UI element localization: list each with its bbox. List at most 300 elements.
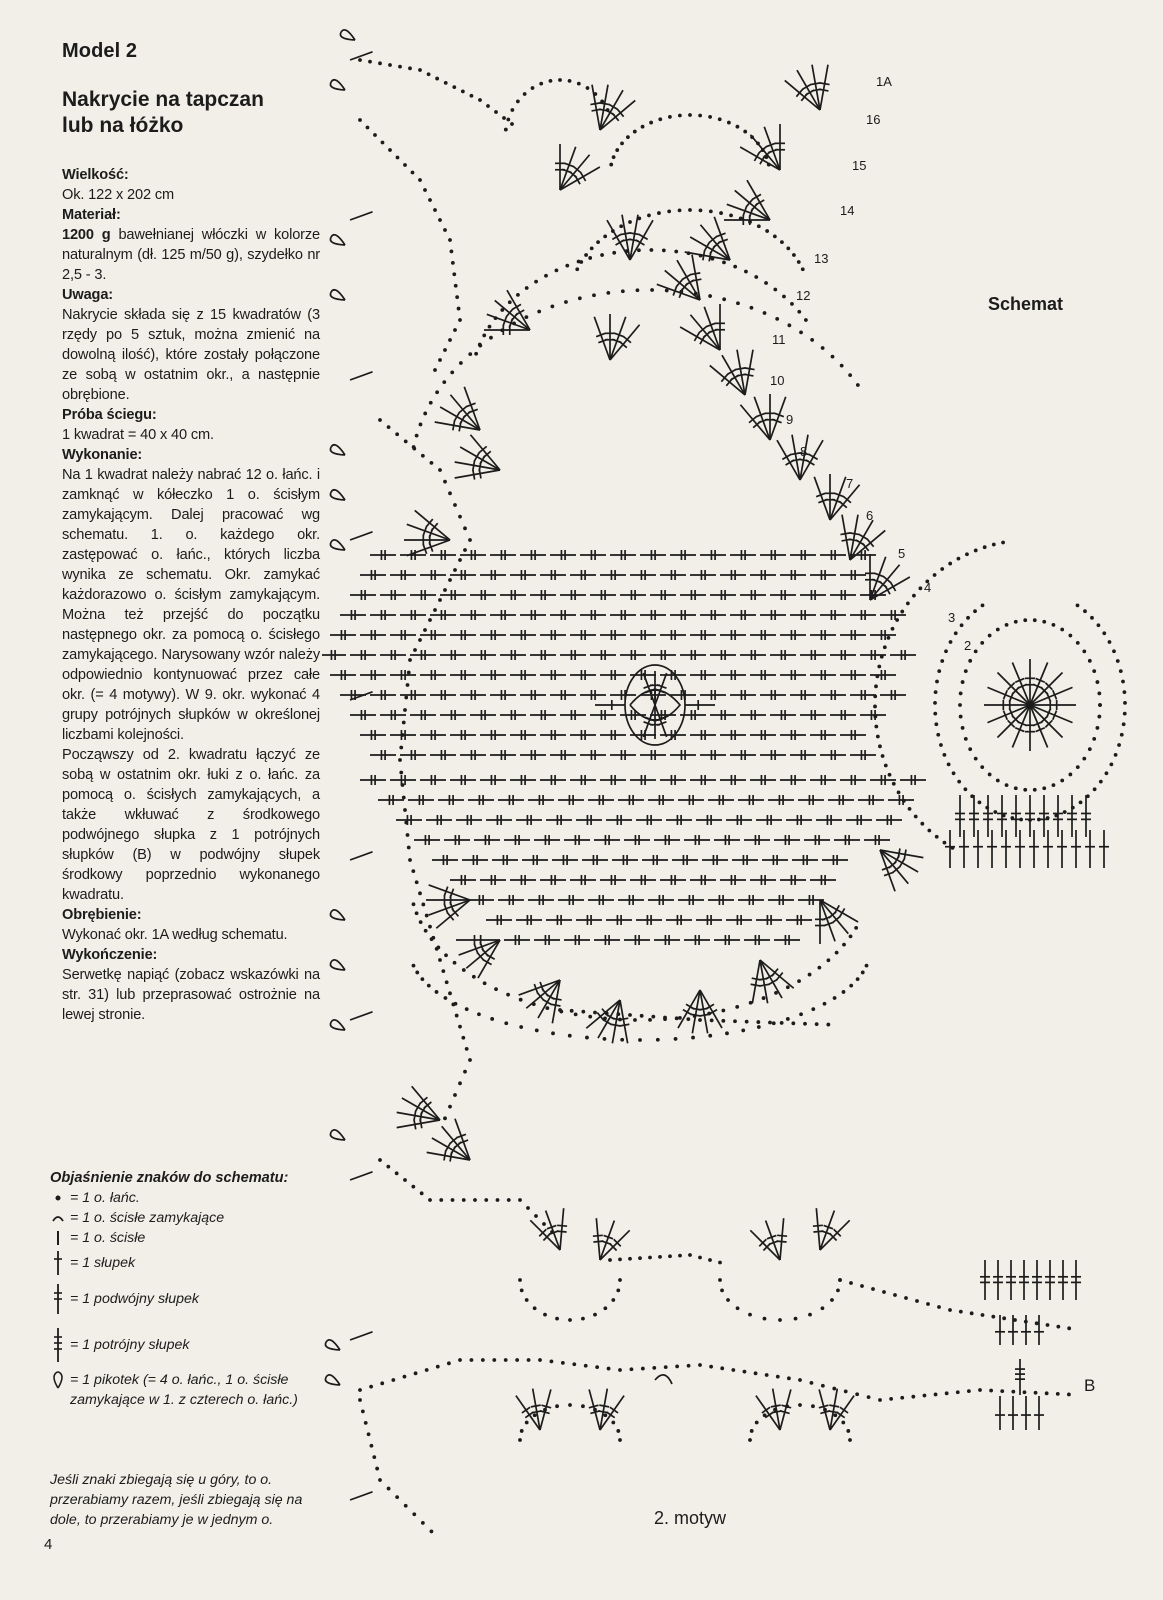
round-number-label: 12 <box>796 288 811 303</box>
legend-item-text: = 1 o. ścisłe <box>70 1230 146 1246</box>
chain-dot <box>504 1358 508 1362</box>
chain-dot <box>420 977 424 981</box>
round-number-label: 16 <box>866 112 881 127</box>
chain-dot <box>935 680 939 684</box>
material-description: bawełnianej włóczki w kolorze naturalnym (dł. 125 m/50 g), szydełko nr 2,5 - 3. <box>62 227 320 283</box>
chain-dot <box>934 690 938 694</box>
stitch-bar <box>473 460 475 470</box>
chain-dot <box>453 568 457 572</box>
stitch-bar <box>819 89 829 91</box>
picot-loop <box>340 30 355 40</box>
stitch-bar <box>762 1407 770 1413</box>
chain-dot <box>833 996 837 1000</box>
stitch-post <box>397 1120 440 1128</box>
stitch-post <box>350 692 373 700</box>
chain-dot <box>435 77 439 81</box>
stitch-bar <box>752 978 762 980</box>
chain-dot <box>534 280 538 284</box>
chain-dot <box>1076 641 1080 645</box>
chain-dot <box>1096 726 1100 730</box>
chain-dot <box>954 631 958 635</box>
chain-dot <box>887 636 891 640</box>
slip-stitch-icon <box>50 1208 66 1228</box>
chain-dot <box>926 1302 930 1306</box>
chain-dot <box>468 1058 472 1062</box>
chain-dot <box>918 586 922 590</box>
stitch-bar <box>859 534 868 539</box>
chain-dot <box>412 902 416 906</box>
chain-dot <box>403 1178 407 1182</box>
round-number-label: 6 <box>866 508 874 523</box>
chain-dot <box>803 1022 807 1026</box>
page-number: 4 <box>44 1536 53 1553</box>
chain-dot <box>989 1389 993 1393</box>
chain-dot <box>949 640 953 644</box>
chain-dot <box>618 1257 622 1261</box>
chain-dot <box>881 754 885 758</box>
chain-dot <box>710 1019 714 1023</box>
chain-dot <box>698 114 702 118</box>
round-number-label: 14 <box>840 203 855 218</box>
chain-dot <box>678 1016 682 1020</box>
stitch-bar <box>745 368 755 370</box>
chain-dot <box>961 680 965 684</box>
stitch-post <box>620 1000 628 1043</box>
chain-dot <box>555 1404 559 1408</box>
chain-dot <box>1096 680 1100 684</box>
stitch-bar <box>639 234 648 239</box>
chain-dot <box>568 79 572 83</box>
chain-dot <box>1014 786 1018 790</box>
chart-drawing <box>322 30 1127 1534</box>
chain-dot <box>427 72 431 76</box>
chain-dot <box>832 1387 836 1391</box>
chain-dot <box>912 594 916 598</box>
chart-title: Schemat <box>988 294 1064 314</box>
chain-dot <box>435 990 439 994</box>
chain-dot <box>750 306 754 310</box>
chain-dot <box>415 434 419 438</box>
chain-dot <box>461 90 465 94</box>
chain-dot <box>1000 1389 1004 1393</box>
stitch-bar <box>840 533 850 535</box>
chain-dot <box>792 253 796 257</box>
chain-dot <box>787 323 791 327</box>
chain-dot <box>603 234 607 238</box>
chain-dot <box>615 148 619 152</box>
chain-dot <box>470 94 474 98</box>
legend-item-text: = 1 pikotek (= 4 o. łańc., 1 o. ścisłe zamykające w 1. z czterech o. łańc.) <box>70 1372 298 1408</box>
chain-dot <box>1034 1391 1038 1395</box>
chain-dot <box>453 961 457 965</box>
stitch-post <box>780 1218 784 1260</box>
chain-dot <box>421 454 425 458</box>
chain-dot <box>436 945 440 949</box>
stitch-bar <box>900 858 905 867</box>
chain-dot <box>430 1530 434 1534</box>
stitch-post <box>754 397 770 440</box>
chain-dot <box>833 1413 837 1417</box>
chain-dot <box>787 1376 791 1380</box>
chain-dot <box>1046 1323 1050 1327</box>
chain-dot <box>808 973 812 977</box>
chain-dot <box>1102 631 1106 635</box>
chain-dot <box>443 480 447 484</box>
chain-dot <box>555 269 559 273</box>
chain-dot <box>1112 649 1116 653</box>
chain-dot <box>988 773 992 777</box>
chain-dot <box>463 1070 467 1074</box>
chain-dot <box>1033 788 1037 792</box>
chain-dot <box>403 808 407 812</box>
chain-dot <box>492 1358 496 1362</box>
chain-dot <box>612 251 616 255</box>
chain-dot <box>468 538 472 542</box>
chain-dot <box>763 311 767 315</box>
chain-dot <box>510 122 514 126</box>
chain-dot <box>438 358 442 362</box>
chain-dot <box>842 990 846 994</box>
chain-dot <box>693 1014 697 1018</box>
chain-dot <box>733 1019 737 1023</box>
stitch-bar <box>809 454 818 459</box>
chain-dot <box>532 1002 536 1006</box>
chain-dot <box>545 1006 549 1010</box>
stitch-post <box>350 1492 373 1500</box>
stitch-post <box>714 217 730 260</box>
chain-dot <box>855 1392 859 1396</box>
chain-dot <box>1033 618 1037 622</box>
chain-dot <box>542 1222 546 1226</box>
chain-dot <box>596 240 600 244</box>
chain-dot <box>445 980 449 984</box>
chain-dot <box>1116 659 1120 663</box>
stitch-post <box>455 470 500 478</box>
chain-dot <box>956 1390 960 1394</box>
chain-dot <box>367 1432 371 1436</box>
stitch-bar <box>607 1412 615 1418</box>
chain-dot <box>981 604 985 608</box>
chain-dot <box>965 552 969 556</box>
chain-dot <box>748 1438 752 1442</box>
chain-dot <box>444 81 448 85</box>
chain-dot <box>418 178 422 182</box>
chain-dot <box>380 1381 384 1385</box>
chain-dot <box>842 943 846 947</box>
stitch-bar <box>609 104 618 109</box>
chain-dot <box>411 1185 415 1189</box>
round-number-label: 2 <box>964 638 972 653</box>
chain-dot <box>707 1012 711 1016</box>
chain-dot <box>786 1017 790 1021</box>
stitch-bar <box>760 984 770 986</box>
legend-item <box>50 1228 320 1248</box>
chain-dot <box>535 1029 539 1033</box>
stitch-bar <box>474 452 479 461</box>
chain-dot <box>854 926 858 930</box>
chain-dot <box>745 1020 749 1024</box>
round-number-label: 7 <box>846 476 854 491</box>
chain-dot <box>861 971 865 975</box>
chain-dot <box>387 1487 391 1491</box>
chain-dot <box>423 628 427 632</box>
chain-dot <box>908 807 912 811</box>
chain-dot <box>448 238 452 242</box>
stitch-bar <box>777 1235 787 1236</box>
chain-dot <box>608 1258 612 1262</box>
chain-dot <box>708 294 712 298</box>
picot-loop <box>325 1340 340 1350</box>
chain-dot <box>448 578 452 582</box>
chain-dot <box>768 1021 772 1025</box>
chain-dot <box>786 246 790 250</box>
chain-dot <box>450 370 454 374</box>
chain-dot <box>948 1308 952 1312</box>
chain-dot <box>980 641 984 645</box>
chain-dot <box>937 1305 941 1309</box>
chain-dot <box>720 1288 724 1292</box>
chain-dot <box>1076 765 1080 769</box>
stitch-bar <box>735 368 745 370</box>
chain-dot <box>980 765 984 769</box>
chain-dot <box>581 1317 585 1321</box>
chain-dot <box>424 929 428 933</box>
chain-dot <box>1023 618 1027 622</box>
chain-dot <box>490 1017 494 1021</box>
stitch-bar <box>820 83 830 85</box>
chain-dot <box>798 1403 802 1407</box>
round-number-label: 1A <box>876 74 892 89</box>
stitch-bar <box>600 103 610 105</box>
chain-dot <box>603 1413 607 1417</box>
stitch-bar <box>768 980 777 985</box>
chain-dot <box>551 1031 555 1035</box>
stitch-post <box>487 314 530 330</box>
chain-dot <box>797 260 801 264</box>
chain-dot <box>1082 649 1086 653</box>
chain-dot <box>378 418 382 422</box>
picot-loop <box>325 1375 340 1385</box>
picot-loop <box>330 80 345 90</box>
chain-dot <box>438 958 442 962</box>
chain-dot <box>407 671 411 675</box>
chain-dot <box>657 211 661 215</box>
chain-dot <box>616 1012 620 1016</box>
stitch-bar <box>512 304 521 309</box>
legend-item-text: = 1 o. łańc. <box>70 1190 140 1206</box>
stitch-bar <box>744 374 754 376</box>
chain-dot <box>413 648 417 652</box>
chain-dot <box>1023 788 1027 792</box>
stitch-bar <box>754 152 759 161</box>
round-number-label: 13 <box>814 251 829 266</box>
chain-dot <box>874 684 878 688</box>
chain-dot <box>914 815 918 819</box>
crochet-chart <box>322 0 1163 1600</box>
chain-dot <box>678 1254 682 1258</box>
chain-dot <box>454 1002 458 1006</box>
chain-dot <box>836 1288 840 1292</box>
chain-dot <box>581 1404 585 1408</box>
chain-dot <box>651 1015 655 1019</box>
stitch-post <box>842 515 850 560</box>
chain-dot <box>526 1206 530 1210</box>
stitch-bar <box>620 1024 630 1026</box>
stitch-bar <box>557 1225 567 1226</box>
chain-dot <box>1056 1325 1060 1329</box>
chain-dot <box>1056 1392 1060 1396</box>
chain-dot <box>531 86 535 90</box>
chain-dot <box>419 920 423 924</box>
stitch-post <box>495 300 530 330</box>
chain-dot <box>544 274 548 278</box>
chain-dot <box>718 117 722 121</box>
chain-dot <box>398 65 402 69</box>
stitch-post <box>814 477 830 520</box>
chain-dot <box>688 113 692 117</box>
chain-dot <box>927 829 931 833</box>
chain-dot <box>1092 669 1096 673</box>
chain-dot <box>428 198 432 202</box>
chain-dot <box>750 1429 754 1433</box>
chain-dot <box>765 1373 769 1377</box>
stitch-post <box>735 190 770 220</box>
chain-dot <box>731 1368 735 1372</box>
chain-dot <box>1088 659 1092 663</box>
chain-dot <box>935 835 939 839</box>
chain-dot <box>873 705 877 709</box>
chain-dot <box>483 981 487 985</box>
chain-dot <box>790 302 794 306</box>
chain-dot <box>876 735 880 739</box>
chain-dot <box>1001 541 1005 545</box>
round-number-label: 9 <box>786 412 794 427</box>
edging-label: Obrębienie: <box>62 907 142 923</box>
chain-dot <box>773 234 777 238</box>
single-crochet-icon <box>50 1228 66 1248</box>
chain-dot <box>430 461 434 465</box>
legend-item <box>50 1248 320 1278</box>
chain-dot <box>831 355 835 359</box>
stitch-post <box>997 672 1030 705</box>
heading-line-2: lub na łóżko <box>62 114 184 137</box>
chain-dot <box>718 1261 722 1265</box>
chain-dot <box>444 953 448 957</box>
chain-dot <box>558 1008 562 1012</box>
chain-dot <box>481 1358 485 1362</box>
chain-dot <box>699 208 703 212</box>
chain-dot <box>453 503 457 507</box>
chain-dot <box>1068 634 1072 638</box>
chain-dot <box>488 325 492 329</box>
chain-dot <box>765 229 769 233</box>
chain-dot <box>412 445 416 449</box>
chain-dot <box>534 1214 538 1218</box>
chain-dot <box>537 310 541 314</box>
stitch-post <box>594 317 610 360</box>
chain-dot <box>458 318 462 322</box>
stitch-bar <box>813 1225 823 1226</box>
chain-dot <box>438 468 442 472</box>
chain-dot <box>575 267 579 271</box>
chain-dot <box>595 1365 599 1369</box>
chain-dot <box>516 293 520 297</box>
round-number-label: 3 <box>948 610 956 625</box>
stitch-post <box>830 485 860 520</box>
chain-dot <box>648 1018 652 1022</box>
chain-dot <box>435 390 439 394</box>
chain-dot <box>477 1012 481 1016</box>
legend-item <box>50 1188 320 1208</box>
picot-loop <box>330 960 345 970</box>
page-heading <box>62 87 320 139</box>
legend-item-text: = 1 słupek <box>70 1255 136 1271</box>
picot-loop <box>330 490 345 500</box>
chain-dot <box>504 1021 508 1025</box>
chain-dot <box>459 361 463 365</box>
triple-treble-icon <box>50 1325 66 1365</box>
chain-dot <box>628 1013 632 1017</box>
stitch-bar <box>636 240 645 245</box>
chain-dot <box>381 141 385 145</box>
stitch-post <box>816 1208 820 1250</box>
chain-dot <box>782 295 786 299</box>
chain-dot <box>776 1375 780 1379</box>
stitch-bar <box>840 908 845 917</box>
stitch-post <box>350 1332 373 1340</box>
chain-dot <box>1060 779 1064 783</box>
chain-dot <box>550 1360 554 1364</box>
chain-dot <box>978 1388 982 1392</box>
chain-dot <box>889 1397 893 1401</box>
chain-dot <box>1108 640 1112 644</box>
chain-dot <box>425 1368 429 1372</box>
stitch-post <box>727 204 770 220</box>
chain-dot <box>873 715 877 719</box>
chain-dot <box>709 209 713 213</box>
gauge-text: 1 kwadrat = 40 x 40 cm. <box>62 427 214 443</box>
chain-dot <box>603 1306 607 1310</box>
chain-dot <box>520 1288 524 1292</box>
chain-dot <box>455 1014 459 1018</box>
stitch-bar <box>727 369 736 374</box>
chain-dot <box>780 240 784 244</box>
stitch-bar <box>590 103 600 105</box>
stitch-bar <box>593 1235 603 1236</box>
chain-dot <box>399 746 403 750</box>
chain-dot <box>849 934 853 938</box>
chain-dot <box>574 1013 578 1017</box>
chain-dot <box>797 310 801 314</box>
stitch-bar <box>620 233 630 235</box>
chain-dot <box>586 86 590 90</box>
chain-dot <box>708 1258 712 1262</box>
chain-dot <box>741 1029 745 1033</box>
finishing-label: Wykończenie: <box>62 947 158 963</box>
chain-dot <box>618 1018 622 1022</box>
chain-dot <box>433 208 437 212</box>
chain-dot <box>948 562 952 566</box>
chain-dot <box>448 338 452 342</box>
chain-dot <box>830 1298 834 1302</box>
chain-dot <box>957 557 961 561</box>
chain-dot <box>959 715 963 719</box>
chain-dot <box>452 85 456 89</box>
chain-dot <box>959 1310 963 1314</box>
stitch-bar <box>810 83 820 85</box>
chain-dot <box>607 1367 611 1371</box>
chain-dot <box>1092 737 1096 741</box>
